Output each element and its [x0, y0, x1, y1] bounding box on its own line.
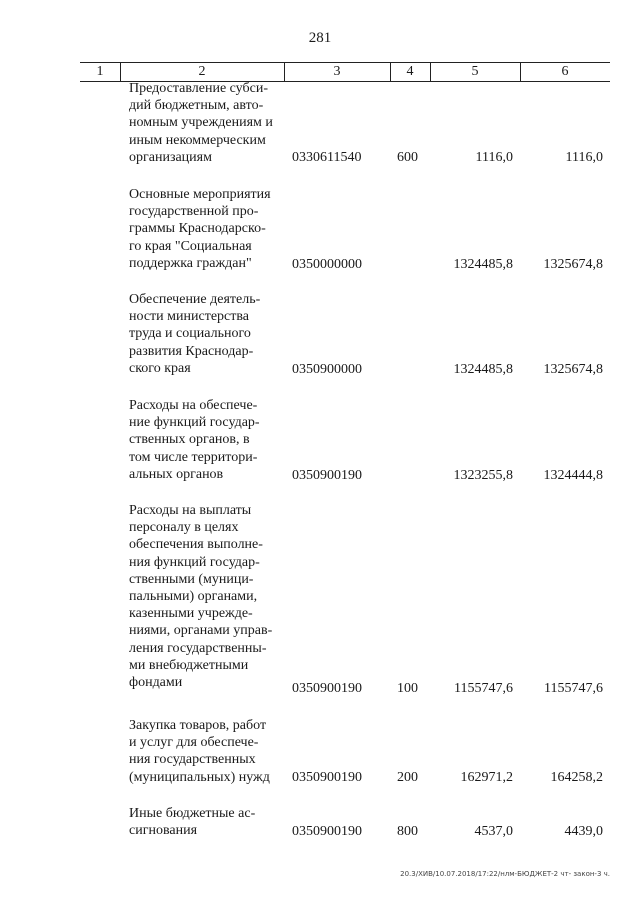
description-line: ности министерства — [129, 309, 250, 325]
amount-col-5: 162971,2 — [460, 770, 513, 785]
target-code: 0350900190 — [292, 770, 362, 785]
description-line: ми внебюджетными — [129, 657, 249, 673]
description-line: ниями, органами управ- — [129, 623, 273, 639]
description-line: труда и социального — [129, 326, 251, 342]
target-code: 0350900190 — [292, 824, 362, 839]
header-col-1: 1 — [96, 64, 104, 79]
description-line: дий бюджетным, авто- — [129, 98, 264, 114]
amount-col-6: 1116,0 — [565, 150, 603, 165]
row-description — [129, 291, 284, 377]
description-line: го края "Социальная — [129, 238, 252, 254]
description-line: иным некоммерческим — [129, 132, 266, 148]
description-line: казенными учрежде- — [129, 606, 253, 622]
row-description — [129, 805, 284, 839]
target-code: 0350900190 — [292, 681, 362, 696]
expense-type: 100 — [397, 681, 418, 696]
header-col-5: 5 — [471, 64, 479, 79]
row-description — [129, 397, 284, 483]
amount-col-5: 1116,0 — [475, 150, 513, 165]
amount-col-6: 1325674,8 — [543, 257, 603, 272]
description-line: ния функций государ- — [129, 554, 260, 570]
description-line: обеспечения выполне- — [129, 537, 263, 553]
expense-type: 800 — [397, 824, 418, 839]
expense-type: 600 — [397, 150, 418, 165]
description-line: фондами — [129, 675, 183, 691]
row-description — [129, 717, 284, 786]
description-line: Предоставление субси- — [129, 81, 268, 96]
amount-col-6: 164258,2 — [550, 770, 603, 785]
target-code: 0330611540 — [292, 150, 362, 165]
description-line: Основные мероприятия — [129, 187, 271, 202]
row-description — [129, 186, 284, 272]
target-code: 0350900190 — [292, 468, 362, 483]
description-line: пальными) органами, — [129, 589, 258, 605]
row-description — [129, 502, 284, 691]
amount-col-5: 1324485,8 — [453, 362, 513, 377]
description-line: ние функций государ- — [129, 415, 260, 431]
description-line: сигнования — [129, 823, 198, 839]
amount-col-5: 4537,0 — [474, 824, 513, 839]
amount-col-5: 1323255,8 — [453, 468, 513, 483]
description-line: организациям — [129, 149, 212, 165]
row-description — [129, 80, 284, 166]
description-line: государственной про- — [129, 204, 259, 220]
amount-col-6: 4439,0 — [564, 824, 603, 839]
description-line: Иные бюджетные ас- — [129, 806, 256, 821]
description-line: Обеспечение деятель- — [129, 292, 261, 307]
document-footer-stamp: 20.3/ХИВ/10.07.2018/17:22/нлм-БЮДЖЕТ-2 чт- закон-3 ч. — [400, 870, 610, 878]
description-line: (муниципальных) нужд — [129, 769, 270, 785]
description-line: ственных органов, в — [129, 432, 250, 448]
description-line: ского края — [129, 360, 191, 376]
description-line: номным учреждениям и — [129, 115, 273, 131]
header-col-3: 3 — [333, 64, 341, 79]
description-line: Закупка товаров, работ — [129, 718, 267, 733]
header-col-6: 6 — [561, 64, 569, 79]
description-line: поддержка граждан" — [129, 255, 252, 271]
table-header — [80, 62, 610, 82]
page-number: 281 — [308, 30, 332, 46]
amount-col-6: 1325674,8 — [543, 362, 603, 377]
target-code: 0350900000 — [292, 362, 362, 377]
description-line: ления государственны- — [129, 640, 267, 656]
description-line: и услуг для обеспече- — [129, 735, 259, 751]
amount-col-6: 1155747,6 — [544, 681, 603, 696]
amount-col-5: 1324485,8 — [453, 257, 513, 272]
expense-type: 200 — [397, 770, 418, 785]
description-line: Расходы на выплаты — [129, 503, 252, 518]
description-line: развития Краснодар- — [129, 343, 254, 359]
amount-col-5: 1155747,6 — [454, 681, 513, 696]
description-line: Расходы на обеспече- — [129, 398, 258, 413]
amount-col-6: 1324444,8 — [543, 468, 603, 483]
description-line: ния государственных — [129, 752, 256, 768]
header-col-2: 2 — [198, 64, 206, 79]
description-line: персоналу в целях — [129, 520, 239, 536]
description-line: граммы Краснодарско- — [129, 221, 266, 237]
target-code: 0350000000 — [292, 257, 362, 272]
description-line: альных органов — [129, 466, 224, 482]
description-line: ственными (муници- — [129, 571, 254, 587]
header-col-4: 4 — [406, 64, 414, 79]
description-line: том числе территори- — [129, 449, 258, 465]
